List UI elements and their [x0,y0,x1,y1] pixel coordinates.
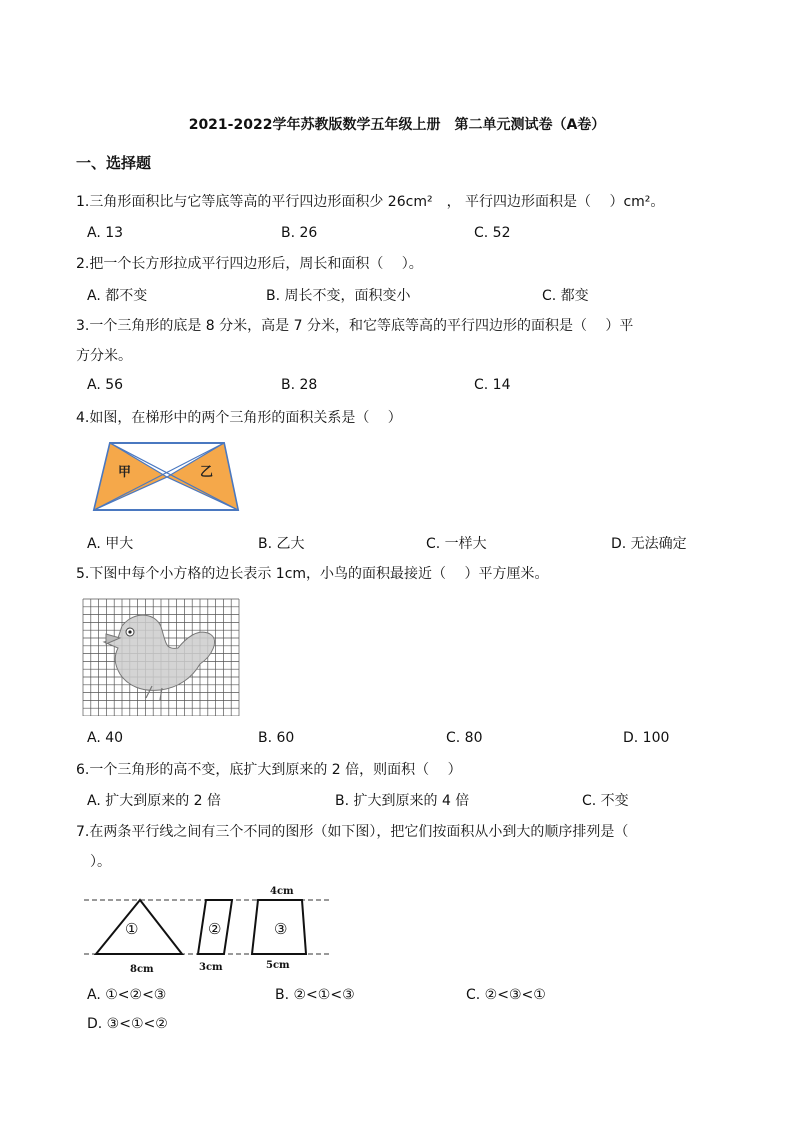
question-5: 5.下图中每个小方格的边长表示 1cm，小鸟的面积最接近（ ）平方厘米。 [76,566,549,582]
q3-option-b[interactable]: B. 28 [281,377,318,393]
q5-option-b[interactable]: B. 60 [258,730,295,746]
q7-option-c[interactable]: C. ②<③<① [466,987,546,1003]
trapezoid-figure [88,440,248,512]
q2-option-b[interactable]: B. 周长不变，面积变小 [266,288,411,304]
q1-option-b[interactable]: B. 26 [281,225,318,241]
dim-5cm: 5cm [266,960,290,971]
label-shape-3: ③ [274,920,288,938]
q2-option-a[interactable]: A. 都不变 [87,288,148,304]
dim-3cm: 3cm [199,962,223,973]
question-7-line-2: ）。 [76,854,111,870]
q1-option-c[interactable]: C. 52 [474,225,511,241]
q5-option-d[interactable]: D. 100 [623,730,670,746]
q5-option-c[interactable]: C. 80 [446,730,483,746]
question-7-line-1: 7.在两条平行线之间有三个不同的图形（如下图），把它们按面积从小到大的顺序排列是（ [76,824,629,840]
label-shape-2: ② [208,920,222,938]
q7-option-d[interactable]: D. ③<①<② [87,1016,168,1032]
label-yi: 乙 [200,465,214,480]
q4-option-a[interactable]: A. 甲大 [87,536,134,552]
q6-option-a[interactable]: A. 扩大到原来的 2 倍 [87,793,222,809]
page-title: 2021-2022学年苏教版数学五年级上册 第二单元测试卷（A卷） [188,117,606,133]
label-shape-1: ① [125,920,139,938]
label-jia: 甲 [118,465,132,480]
bird-grid-figure [82,598,240,716]
question-3-line-2: 方分米。 [76,348,132,364]
bird-shape [104,615,215,690]
q2-option-c[interactable]: C. 都变 [542,288,589,304]
question-3-line-1: 3.一个三角形的底是 8 分米，高是 7 分米，和它等底等高的平行四边形的面积是（ ）平 [76,318,634,334]
q6-option-c[interactable]: C. 不变 [582,793,629,809]
q6-option-b[interactable]: B. 扩大到原来的 4 倍 [335,793,470,809]
q4-option-b[interactable]: B. 乙大 [258,536,305,552]
q3-option-a[interactable]: A. 56 [87,377,124,393]
q7-option-b[interactable]: B. ②<①<③ [275,987,355,1003]
question-6: 6.一个三角形的高不变，底扩大到原来的 2 倍，则面积（ ） [76,762,462,778]
dim-4cm: 4cm [270,886,294,897]
q7-option-a[interactable]: A. ①<②<③ [87,987,167,1003]
question-2: 2.把一个长方形拉成平行四边形后，周长和面积（ ）。 [76,256,423,272]
question-4: 4.如图，在梯形中的两个三角形的面积关系是（ ） [76,410,402,426]
q4-option-d[interactable]: D. 无法确定 [611,536,687,552]
section-heading: 一、选择题 [76,154,152,172]
shape-1-triangle [96,900,182,954]
q1-option-a[interactable]: A. 13 [87,225,124,241]
q5-option-a[interactable]: A. 40 [87,730,124,746]
question-1: 1.三角形面积比与它等底等高的平行四边形面积少 26cm² ， 平行四边形面积是（ ）cm²。 [76,194,665,210]
parallel-lines-figure [80,880,335,976]
dim-8cm: 8cm [130,964,154,975]
q4-option-c[interactable]: C. 一样大 [426,536,487,552]
q3-option-c[interactable]: C. 14 [474,377,511,393]
